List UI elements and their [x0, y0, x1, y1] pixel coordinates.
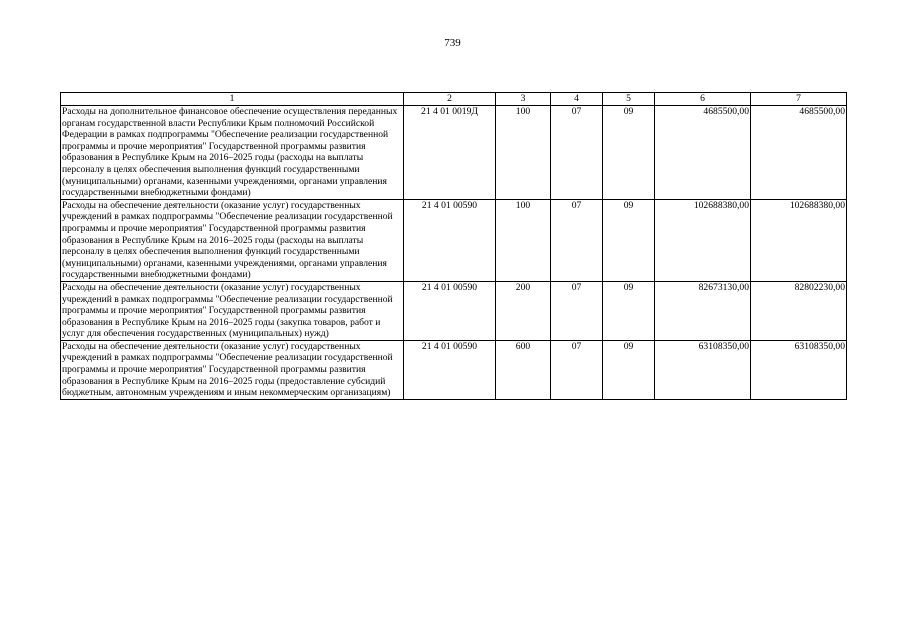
budget-table	[60, 92, 847, 400]
table-header-row	[61, 93, 847, 106]
amount-year-1: 4685500,00	[655, 106, 751, 200]
column-header: 6	[655, 93, 751, 106]
subsection-code: 09	[603, 340, 655, 399]
table-row	[61, 199, 847, 281]
target-item-code: 21 4 01 0019Д	[404, 106, 496, 200]
amount-year-1: 82673130,00	[655, 281, 751, 340]
subsection-code: 09	[603, 106, 655, 200]
expense-type-code: 600	[496, 340, 551, 399]
amount-year-1: 102688380,00	[655, 199, 751, 281]
expense-type-code: 200	[496, 281, 551, 340]
expense-description: Расходы на обеспечение деятельности (оказание услуг) государственных учреждений в рамках подпрограммы "Обеспечение реализации государственной программы и прочие мероприятия" Государственной программы развития образования в Республике Крым на 2016–2025 годы (закупка товаров, работ и услуг для обеспечения государственных (муниципальных) нужд)	[61, 281, 404, 340]
subsection-code: 09	[603, 199, 655, 281]
amount-year-2: 4685500,00	[751, 106, 847, 200]
column-header: 5	[603, 93, 655, 106]
expense-description: Расходы на дополнительное финансовое обеспечение осуществления переданных органам государственной власти Республики Крым полномочий Российской Федерации в рамках подпрограммы "Обеспечение реализации государственной программы и прочие мероприятия" Государственной программы развития образования в Республике Крым на 2016–2025 годы (расходы на выплаты персоналу в целях обеспечения выполнения функций государственными (муниципальными) органами, казенными учреждениями, органами управления государственными внебюджетными фондами)	[61, 106, 404, 200]
column-header: 4	[551, 93, 603, 106]
expense-type-code: 100	[496, 106, 551, 200]
column-header: 2	[404, 93, 496, 106]
column-header: 7	[751, 93, 847, 106]
column-header: 3	[496, 93, 551, 106]
amount-year-2: 63108350,00	[751, 340, 847, 399]
target-item-code: 21 4 01 00590	[404, 281, 496, 340]
amount-year-1: 63108350,00	[655, 340, 751, 399]
subsection-code: 09	[603, 281, 655, 340]
expense-type-code: 100	[496, 199, 551, 281]
section-code: 07	[551, 106, 603, 200]
table-row	[61, 106, 847, 200]
column-header: 1	[61, 93, 404, 106]
amount-year-2: 102688380,00	[751, 199, 847, 281]
target-item-code: 21 4 01 00590	[404, 199, 496, 281]
target-item-code: 21 4 01 00590	[404, 340, 496, 399]
amount-year-2: 82802230,00	[751, 281, 847, 340]
section-code: 07	[551, 340, 603, 399]
section-code: 07	[551, 199, 603, 281]
page-number: 739	[444, 37, 461, 49]
section-code: 07	[551, 281, 603, 340]
expense-description: Расходы на обеспечение деятельности (оказание услуг) государственных учреждений в рамках подпрограммы "Обеспечение реализации государственной программы и прочие мероприятия" Государственной программы развития образования в Республике Крым на 2016–2025 годы (предоставление субсидий бюджетным, автономным учреждениям и иным некоммерческим организациям)	[61, 340, 404, 399]
table-row	[61, 281, 847, 340]
table-row	[61, 340, 847, 399]
expense-description: Расходы на обеспечение деятельности (оказание услуг) государственных учреждений в рамках подпрограммы "Обеспечение реализации государственной программы и прочие мероприятия" Государственной программы развития образования в Республике Крым на 2016–2025 годы (расходы на выплаты персоналу в целях обеспечения выполнения функций государственными (муниципальными) органами, казенными учреждениями, органами управления государственными внебюджетными фондами)	[61, 199, 404, 281]
